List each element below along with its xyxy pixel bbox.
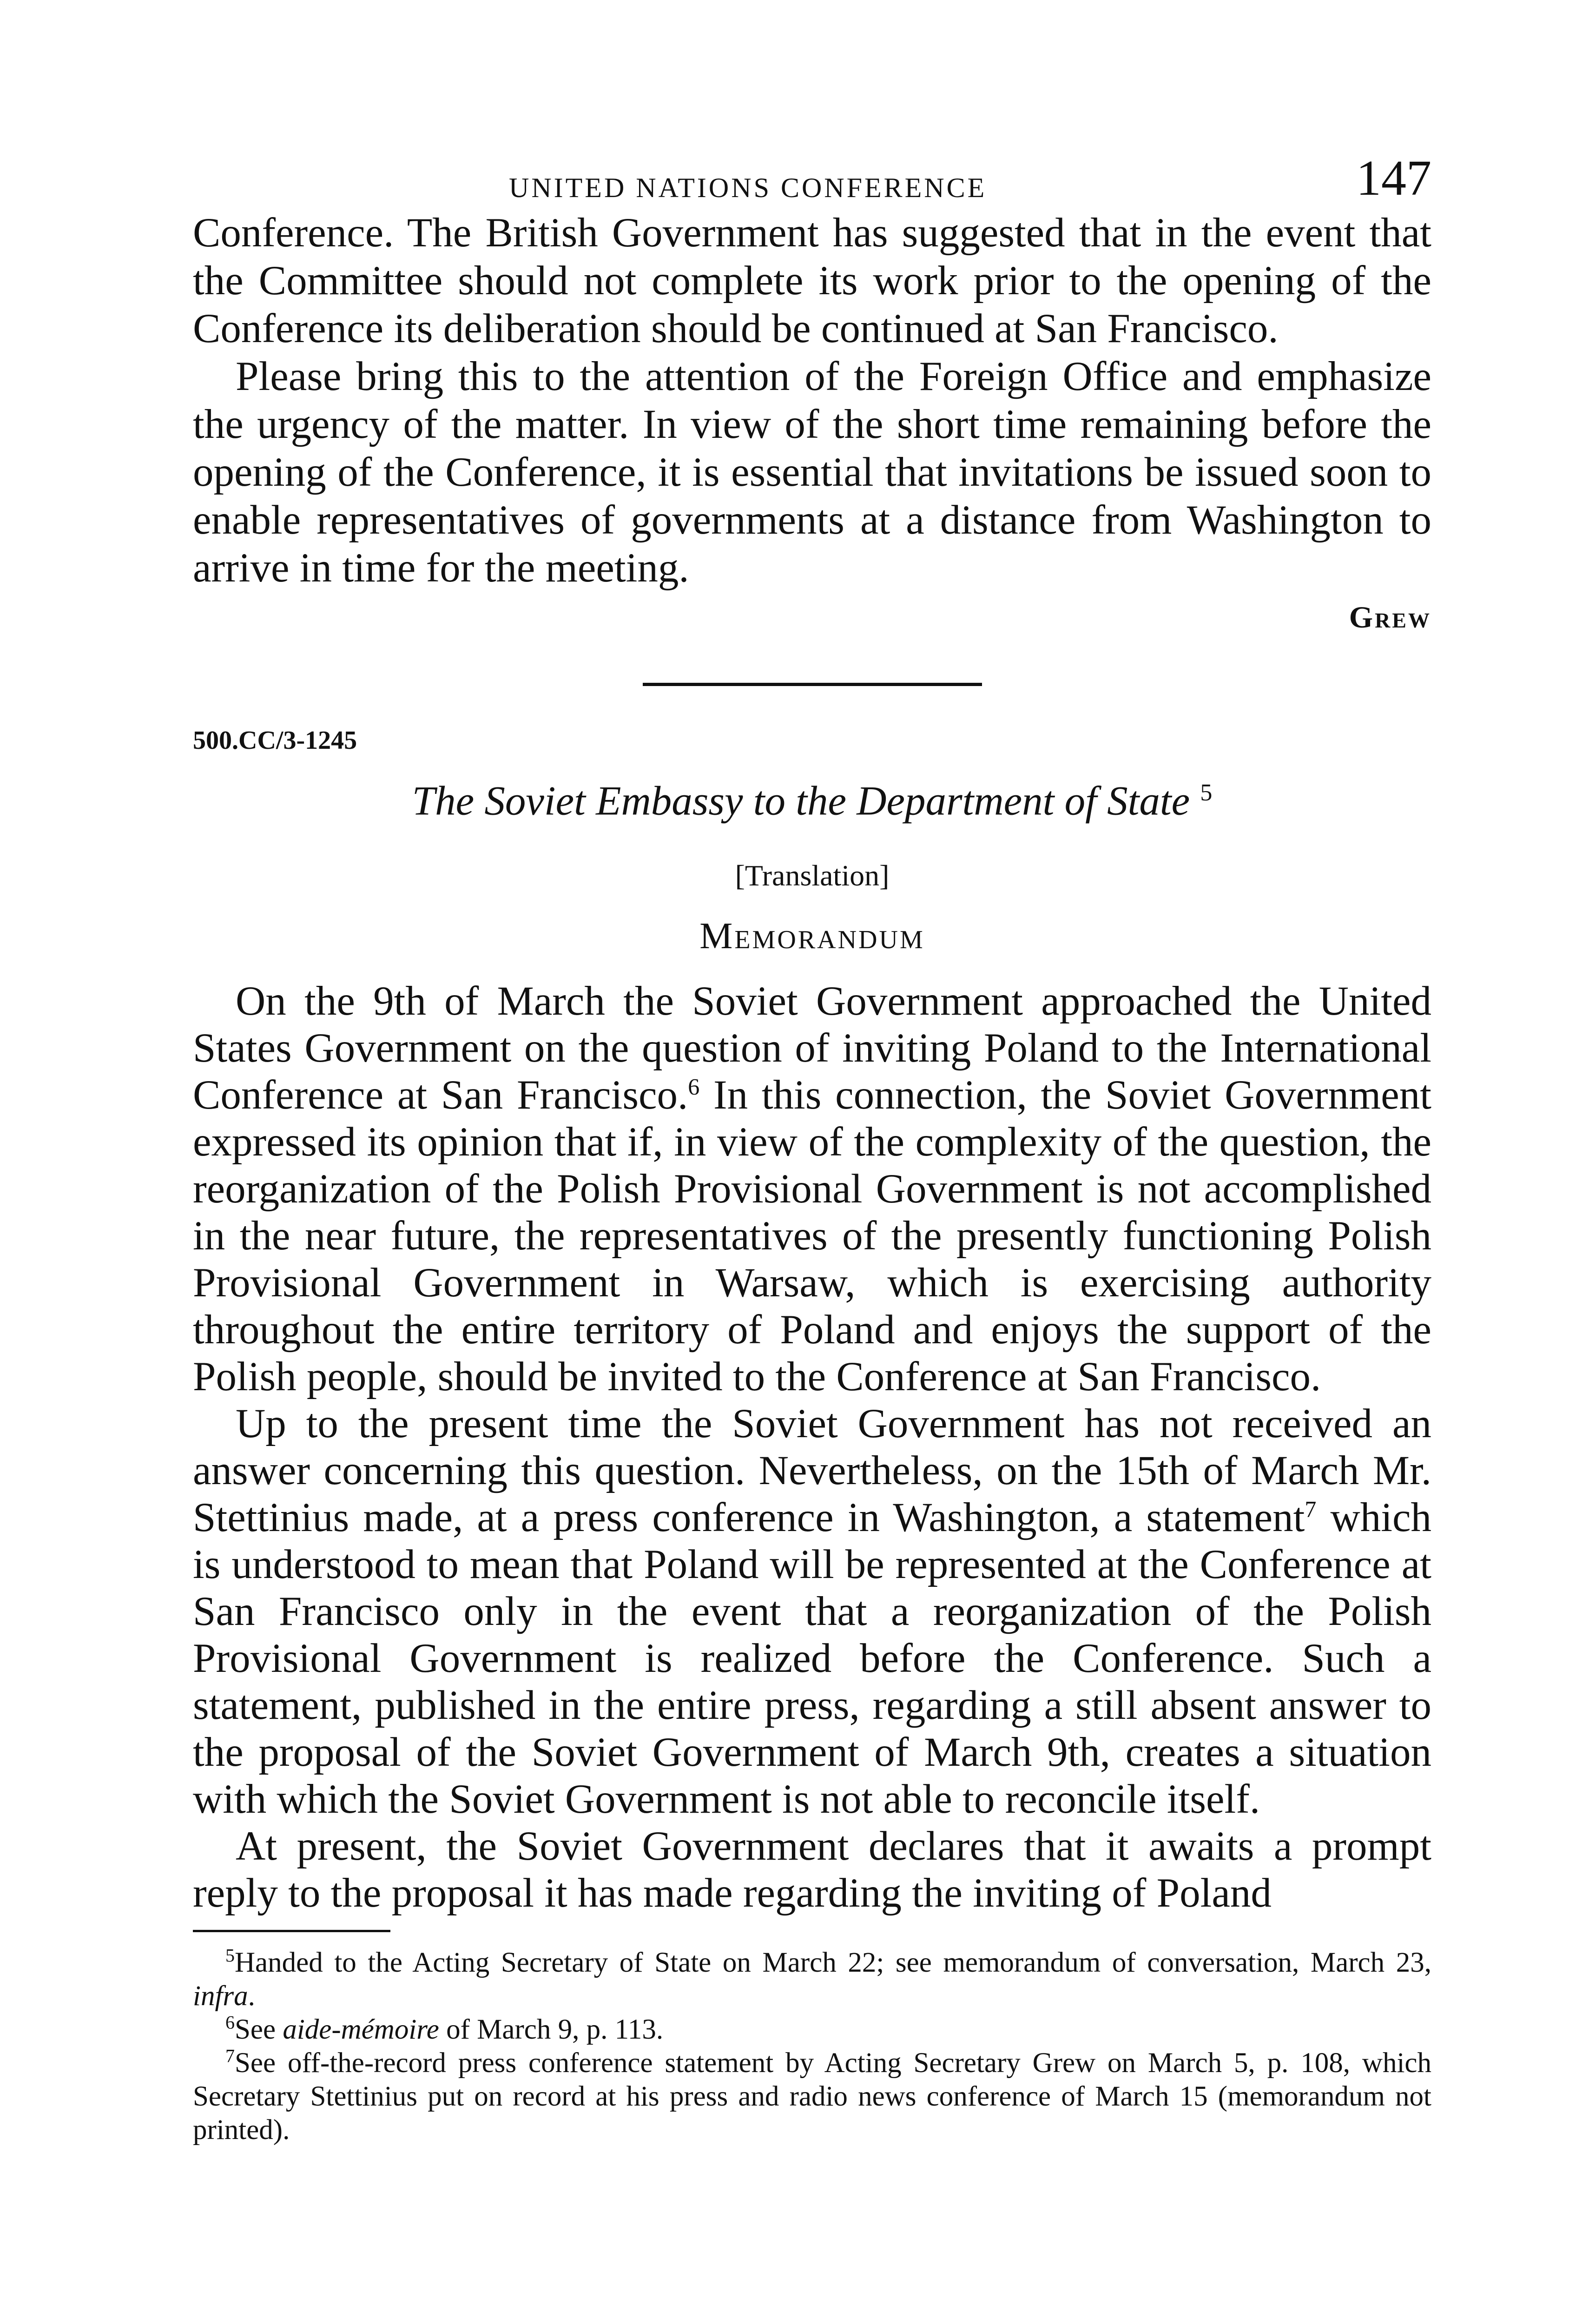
file-number: 500.CC/3-1245 — [193, 726, 357, 755]
translation-note: [Translation] — [735, 858, 890, 892]
footnote-marker: 6 — [225, 2012, 235, 2033]
memo-text-segment: which is understood to mean that Poland will be represented at the Conference at San Francisco only in the event that a reorganization of the Polish Provisional Government is realized before the Conference. Such a statement, published in the entire press, regarding a still absent answer to the proposal of the Soviet Government of March 9th, creates a situation with which the Soviet Government is not able to reconcile itself. — [193, 1494, 1431, 1822]
footnote-ref: 7 — [1305, 1496, 1317, 1522]
section-divider — [643, 683, 982, 686]
memo-paragraph — [193, 1400, 1431, 1823]
memo-heading: Memorandum — [699, 915, 925, 957]
memo-paragraph — [193, 978, 1431, 1400]
document-title — [193, 767, 1431, 827]
page-number: 147 — [1356, 151, 1431, 206]
footnote-marker: 5 — [1200, 779, 1213, 806]
footnote-tail: . — [248, 1980, 255, 2012]
telegram-paragraph: Please bring this to the attention of the Foreign Office and emphasize the urgency of the matter. In view of the short time remaining before the opening of the Conference, it is essential that invitations be issued soon to enable representatives of governments at a distance from Washington to arrive in time for the meeting. — [193, 354, 1431, 591]
memo-text-segment: On the 9th of March the Soviet Government approached the United States Government on the question of inviting Poland to the International Conference at San Francisco. — [193, 978, 1431, 1118]
footnote-marker: 5 — [225, 1945, 235, 1966]
footnote-divider — [193, 1930, 390, 1932]
footnote — [193, 1946, 1431, 2013]
footnote-tail: of March 9, p. 113. — [439, 2014, 664, 2045]
document-title-text: The Soviet Embassy to the Department of State — [412, 778, 1190, 824]
memo-body — [193, 978, 1431, 1917]
footnote-ref: 6 — [688, 1073, 700, 1099]
footnote-text: Handed to the Acting Secretary of State on March 22; see memorandum of conversation, March 23, — [235, 1947, 1431, 1978]
footnotes — [193, 1946, 1431, 2147]
memo-paragraph: At present, the Soviet Government declares that it awaits a prompt reply to the proposal it has made regarding the inviting of Poland — [193, 1823, 1431, 1916]
telegram-paragraph: Conference. The British Government has suggested that in the event that the Committee should not complete its work prior to the opening of the Conference its deliberation should be continued at San Francisco. — [193, 210, 1431, 351]
memo-text-segment: In this connection, the Soviet Government expressed its opinion that if, in view of the complexity of the question, the reorganization of the Polish Provisional Government is not accomplished in the near future, the representatives of the presently functioning Polish Provisional Government in Warsaw, which is exercising authority throughout the entire territory of Poland and enjoys the support of the Polish people, should be invited to the Conference at San Francisco. — [193, 1072, 1431, 1400]
running-title: UNITED NATIONS CONFERENCE — [509, 172, 987, 203]
memo-text-segment: Up to the present time the Soviet Government has not received an answer concerning this question. Nevertheless, on the 15th of March Mr. Stettinius made, at a press conference in Washington, a statement — [193, 1400, 1431, 1540]
telegram-continuation — [193, 209, 1431, 643]
signature: Grew — [1349, 601, 1431, 634]
footnote — [193, 2047, 1431, 2147]
footnote-marker: 7 — [225, 2045, 235, 2067]
footnote-italic: aide-mémoire — [283, 2014, 439, 2045]
running-head — [193, 153, 1431, 209]
footnote — [193, 2013, 1431, 2047]
footnote-italic: infra — [193, 1980, 248, 2012]
footnote-text: See — [235, 2014, 283, 2045]
footnote-text: See off-the-record press conference statement by Acting Secretary Grew on March 5, p. 108, which Secretary Stettinius put on record at his press and radio news conference of March 15 (memorandum not printed). — [193, 2047, 1431, 2146]
document-page — [193, 153, 1431, 2147]
